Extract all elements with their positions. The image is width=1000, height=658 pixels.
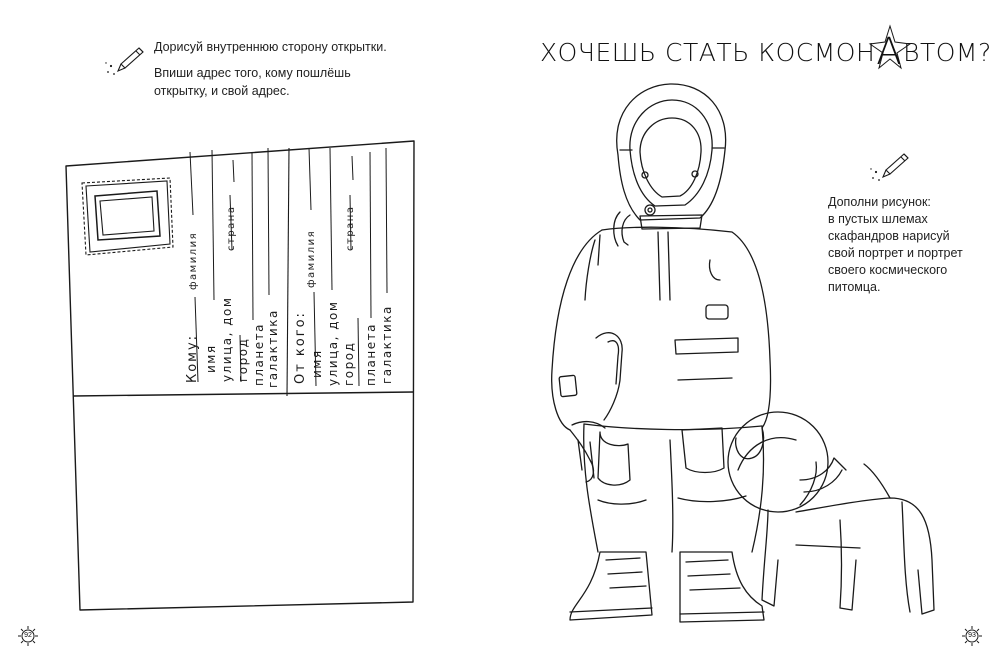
page-title: ХОЧЕШЬ СТАТЬ КОСМОН АВТОМ? [540,27,992,70]
from-galaxy-label: галактика [380,305,394,384]
instruction-line: в пустых шлемах [828,212,928,226]
to-surname-label: фамилия [188,231,199,290]
from-city-label: город [342,341,356,386]
from-country-label: страна [345,205,356,251]
title-big-letter: А [876,30,902,73]
page-number-right: 93 [962,626,982,646]
to-city-label: город [236,337,250,382]
to-label: Кому: [185,333,200,383]
instruction-line: открытку, и свой адрес. [154,84,290,98]
to-country-label: страна [226,205,237,251]
astronaut-illustration [500,0,1000,658]
to-galaxy-label: галактика [266,309,280,388]
page-number-left: 92 [18,626,38,646]
instruction-line: своего космического [828,263,948,277]
instruction-line: свой портрет и портрет [828,246,963,260]
right-page [500,0,1000,658]
instruction-line: питомца. [828,280,881,294]
drawing-instructions [828,194,998,296]
to-planet-label: планета [252,323,266,386]
instruction-line: Дополни рисунок: [828,195,931,209]
instruction-line: Впиши адрес того, кому пошлёшь [154,66,351,80]
instruction-line: Дорисуй внутреннюю сторону открытки. [154,40,387,54]
pencil-icon [868,148,914,184]
to-name-label: имя [204,344,218,373]
from-name-label: имя [310,349,324,378]
from-planet-label: планета [364,323,378,386]
from-label: От кого: [293,311,308,384]
to-street-label: улица, дом [220,296,234,382]
instruction-line: скафандров нарисуй [828,229,950,243]
from-street-label: улица, дом [326,300,340,386]
from-surname-label: фамилия [306,229,317,288]
